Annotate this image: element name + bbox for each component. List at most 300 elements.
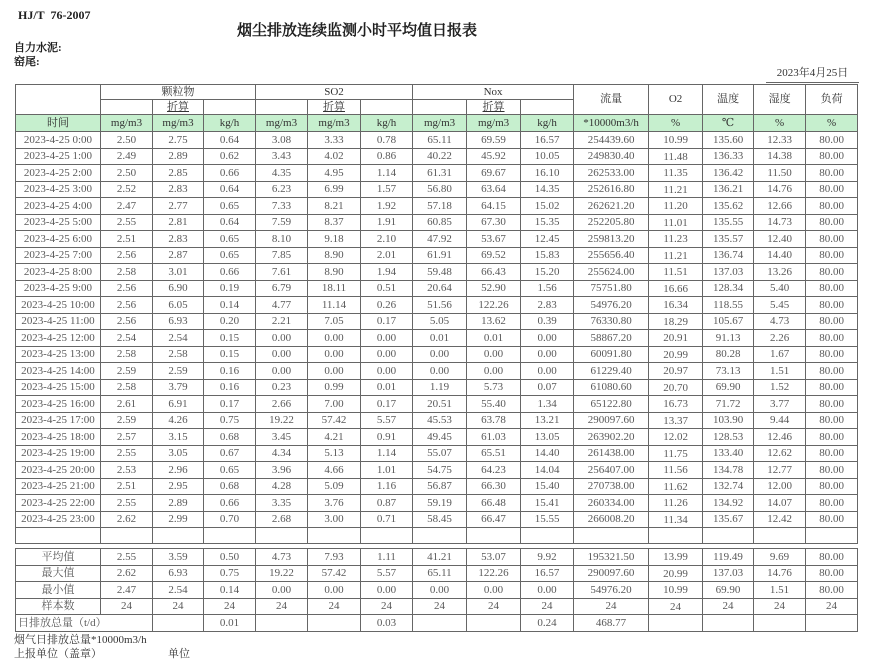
- value-cell: 1.91: [361, 214, 413, 231]
- value-cell: 56.87: [413, 478, 467, 495]
- summary-label-cell: 样本数: [16, 598, 101, 615]
- summary-value-cell: 119.49: [703, 549, 754, 566]
- value-cell: 6.93: [153, 313, 204, 330]
- value-cell: 13.26: [754, 264, 806, 281]
- table-row: [16, 429, 858, 446]
- value-cell: 58.45: [413, 511, 467, 528]
- value-cell: 0.17: [361, 313, 413, 330]
- time-cell: 2023-4-25 13:00: [16, 346, 101, 363]
- value-cell: 2.87: [153, 247, 204, 264]
- daily-total-value-cell: [308, 615, 361, 632]
- time-cell: 2023-4-25 12:00: [16, 330, 101, 347]
- value-cell: 2.66: [256, 396, 308, 413]
- value-cell: 128.53: [703, 429, 754, 446]
- table-row: [16, 396, 858, 413]
- value-cell: 0.99: [308, 379, 361, 396]
- value-cell: 10.05: [521, 148, 574, 165]
- value-cell: 0.68: [204, 429, 256, 446]
- value-cell: 16.73: [649, 396, 703, 413]
- value-cell: 3.00: [308, 511, 361, 528]
- summary-value-cell: 24: [754, 598, 806, 615]
- unit-header-cell: kg/h: [521, 115, 574, 132]
- value-cell: 136.21: [703, 181, 754, 198]
- value-cell: 8.37: [308, 214, 361, 231]
- unit-header-cell: kg/h: [361, 115, 413, 132]
- summary-value-cell: 41.21: [413, 549, 467, 566]
- summary-value-cell: 0.00: [467, 582, 521, 599]
- group-header-cell: 颗粒物: [101, 85, 256, 100]
- value-cell: 0.91: [361, 429, 413, 446]
- value-cell: 2.83: [521, 297, 574, 314]
- summary-value-cell: 24: [308, 598, 361, 615]
- value-cell: 6.91: [153, 396, 204, 413]
- summary-label-cell: 最小值: [16, 582, 101, 599]
- value-cell: 2.54: [101, 330, 153, 347]
- value-cell: 80.00: [806, 363, 858, 380]
- value-cell: 13.05: [521, 429, 574, 446]
- daily-total-value-cell: 0.03: [361, 615, 413, 632]
- value-cell: 2.95: [153, 478, 204, 495]
- summary-value-cell: 2.54: [153, 582, 204, 599]
- summary-value-cell: 195321.50: [574, 549, 649, 566]
- time-cell: 2023-4-25 21:00: [16, 478, 101, 495]
- value-cell: 0.00: [467, 363, 521, 380]
- value-cell: 2.56: [101, 247, 153, 264]
- value-cell: 0.07: [521, 379, 574, 396]
- summary-value-cell: 24: [101, 598, 153, 615]
- value-cell: 134.92: [703, 495, 754, 512]
- value-cell: 0.23: [256, 379, 308, 396]
- value-cell: 12.45: [521, 231, 574, 248]
- value-cell: 11.20: [649, 198, 703, 215]
- summary-value-cell: 2.55: [101, 549, 153, 566]
- header-group-row: [16, 85, 858, 100]
- spacer-cell: [413, 528, 467, 544]
- value-cell: 136.42: [703, 165, 754, 182]
- daily-total-value-cell: [703, 615, 754, 632]
- value-cell: 0.17: [361, 396, 413, 413]
- value-cell: 262621.20: [574, 198, 649, 215]
- value-cell: 0.65: [204, 462, 256, 479]
- value-cell: 2.83: [153, 181, 204, 198]
- value-cell: 0.00: [361, 330, 413, 347]
- value-cell: 1.19: [413, 379, 467, 396]
- blank-subheader-cell: [101, 100, 153, 115]
- monitoring-data-table: [15, 84, 858, 544]
- value-cell: 80.00: [806, 313, 858, 330]
- time-cell: 2023-4-25 3:00: [16, 181, 101, 198]
- summary-value-cell: 20.99: [649, 565, 703, 582]
- time-cell: 2023-4-25 17:00: [16, 412, 101, 429]
- value-cell: 2.50: [101, 132, 153, 149]
- value-cell: 2.85: [153, 165, 204, 182]
- value-cell: 0.14: [204, 297, 256, 314]
- value-cell: 132.74: [703, 478, 754, 495]
- summary-value-cell: 0.00: [308, 582, 361, 599]
- summary-value-cell: 6.93: [153, 565, 204, 582]
- unit-header-cell: mg/m3: [153, 115, 204, 132]
- value-cell: 0.66: [204, 165, 256, 182]
- summary-value-cell: 1.51: [754, 582, 806, 599]
- value-cell: 65.51: [467, 445, 521, 462]
- value-cell: 135.62: [703, 198, 754, 215]
- table-row: [16, 198, 858, 215]
- value-cell: 11.35: [649, 165, 703, 182]
- value-cell: 2.56: [101, 313, 153, 330]
- value-cell: 4.26: [153, 412, 204, 429]
- value-cell: 12.33: [754, 132, 806, 149]
- report-org-label: 上报单位（盖章）: [14, 648, 102, 660]
- value-cell: 53.67: [467, 231, 521, 248]
- page-title: 烟尘排放连续监测小时平均值日报表: [236, 23, 477, 39]
- summary-value-cell: 2.62: [101, 565, 153, 582]
- value-cell: 135.60: [703, 132, 754, 149]
- summary-value-cell: 80.00: [806, 582, 858, 599]
- summary-row: [16, 598, 858, 615]
- summary-value-cell: 9.92: [521, 549, 574, 566]
- time-cell: 2023-4-25 1:00: [16, 148, 101, 165]
- spacer-cell: [256, 528, 308, 544]
- value-cell: 11.56: [649, 462, 703, 479]
- spacer-cell: [16, 528, 101, 544]
- value-cell: 16.57: [521, 132, 574, 149]
- value-cell: 0.86: [361, 148, 413, 165]
- value-cell: 8.90: [308, 247, 361, 264]
- value-cell: 16.10: [521, 165, 574, 182]
- value-cell: 59.48: [413, 264, 467, 281]
- table-row: [16, 165, 858, 182]
- value-cell: 262533.00: [574, 165, 649, 182]
- value-cell: 14.40: [521, 445, 574, 462]
- summary-value-cell: 10.99: [649, 582, 703, 599]
- value-cell: 6.05: [153, 297, 204, 314]
- value-cell: 51.56: [413, 297, 467, 314]
- spacer-cell: [204, 528, 256, 544]
- value-cell: 0.66: [204, 495, 256, 512]
- unit-header-cell: mg/m3: [256, 115, 308, 132]
- table-row: [16, 462, 858, 479]
- value-cell: 6.79: [256, 280, 308, 297]
- value-cell: 2.59: [101, 412, 153, 429]
- time-cell: 2023-4-25 22:00: [16, 495, 101, 512]
- spacer-row: [16, 528, 858, 544]
- value-cell: 69.67: [467, 165, 521, 182]
- summary-value-cell: 0.75: [204, 565, 256, 582]
- value-cell: 49.45: [413, 429, 467, 446]
- value-cell: 80.00: [806, 478, 858, 495]
- value-cell: 4.66: [308, 462, 361, 479]
- value-cell: 14.73: [754, 214, 806, 231]
- value-cell: 20.97: [649, 363, 703, 380]
- value-cell: 3.79: [153, 379, 204, 396]
- unit-header-cell: ℃: [703, 115, 754, 132]
- summary-value-cell: 24: [256, 598, 308, 615]
- value-cell: 11.34: [649, 511, 703, 528]
- summary-value-cell: 24: [153, 598, 204, 615]
- value-cell: 2.53: [101, 462, 153, 479]
- value-cell: 12.77: [754, 462, 806, 479]
- standard-code: HJ/T 76-2007: [18, 8, 91, 22]
- blank-subheader-cell: [521, 100, 574, 115]
- summary-value-cell: 24: [649, 598, 703, 615]
- value-cell: 8.90: [308, 264, 361, 281]
- value-cell: 14.38: [754, 148, 806, 165]
- daily-total-row: [16, 615, 858, 632]
- value-cell: 55.07: [413, 445, 467, 462]
- value-cell: 80.00: [806, 198, 858, 215]
- group-header-cell: SO2: [256, 85, 413, 100]
- spacer-cell: [703, 528, 754, 544]
- value-cell: 59.19: [413, 495, 467, 512]
- table-row: [16, 445, 858, 462]
- value-cell: 4.95: [308, 165, 361, 182]
- value-cell: 0.00: [521, 363, 574, 380]
- spacer-cell: [467, 528, 521, 544]
- value-cell: 61.03: [467, 429, 521, 446]
- value-cell: 9.44: [754, 412, 806, 429]
- value-cell: 260334.00: [574, 495, 649, 512]
- value-cell: 55.40: [467, 396, 521, 413]
- table-row: [16, 330, 858, 347]
- table-row: [16, 181, 858, 198]
- value-cell: 2.89: [153, 495, 204, 512]
- value-cell: 57.42: [308, 412, 361, 429]
- value-cell: 0.15: [204, 330, 256, 347]
- spacer-cell: [521, 528, 574, 544]
- value-cell: 80.00: [806, 280, 858, 297]
- table-row: [16, 412, 858, 429]
- value-cell: 14.04: [521, 462, 574, 479]
- value-cell: 12.46: [754, 429, 806, 446]
- value-cell: 12.62: [754, 445, 806, 462]
- summary-value-cell: 57.42: [308, 565, 361, 582]
- value-cell: 1.51: [754, 363, 806, 380]
- value-cell: 2.01: [361, 247, 413, 264]
- value-cell: 0.00: [467, 346, 521, 363]
- value-cell: 15.02: [521, 198, 574, 215]
- table-row: [16, 247, 858, 264]
- value-cell: 135.67: [703, 511, 754, 528]
- value-cell: 0.00: [361, 346, 413, 363]
- value-cell: 1.67: [754, 346, 806, 363]
- value-cell: 11.23: [649, 231, 703, 248]
- time-cell: 2023-4-25 16:00: [16, 396, 101, 413]
- time-cell: 2023-4-25 20:00: [16, 462, 101, 479]
- summary-value-cell: 4.73: [256, 549, 308, 566]
- column-header-cell: 负荷: [806, 85, 858, 115]
- value-cell: 64.15: [467, 198, 521, 215]
- table-row: [16, 280, 858, 297]
- value-cell: 1.16: [361, 478, 413, 495]
- value-cell: 2.51: [101, 231, 153, 248]
- blank-subheader-cell: [204, 100, 256, 115]
- value-cell: 263902.20: [574, 429, 649, 446]
- daily-total-value-cell: [806, 615, 858, 632]
- value-cell: 61.91: [413, 247, 467, 264]
- value-cell: 5.09: [308, 478, 361, 495]
- value-cell: 5.40: [754, 280, 806, 297]
- value-cell: 0.17: [204, 396, 256, 413]
- unit-header-cell: mg/m3: [413, 115, 467, 132]
- value-cell: 12.00: [754, 478, 806, 495]
- time-cell: 2023-4-25 6:00: [16, 231, 101, 248]
- value-cell: 134.78: [703, 462, 754, 479]
- value-cell: 3.76: [308, 495, 361, 512]
- time-cell: 2023-4-25 10:00: [16, 297, 101, 314]
- summary-value-cell: 0.50: [204, 549, 256, 566]
- blank-subheader-cell: [413, 100, 467, 115]
- value-cell: 64.23: [467, 462, 521, 479]
- value-cell: 5.13: [308, 445, 361, 462]
- summary-value-cell: 9.69: [754, 549, 806, 566]
- company-label: 自力水泥:: [14, 42, 62, 54]
- value-cell: 2.58: [101, 264, 153, 281]
- value-cell: 80.00: [806, 445, 858, 462]
- column-header-cell: O2: [649, 85, 703, 115]
- value-cell: 118.55: [703, 297, 754, 314]
- value-cell: 0.00: [256, 346, 308, 363]
- value-cell: 2.54: [153, 330, 204, 347]
- value-cell: 15.35: [521, 214, 574, 231]
- summary-value-cell: 0.14: [204, 582, 256, 599]
- value-cell: 256407.00: [574, 462, 649, 479]
- value-cell: 80.00: [806, 181, 858, 198]
- value-cell: 136.33: [703, 148, 754, 165]
- summary-row: [16, 565, 858, 582]
- value-cell: 4.73: [754, 313, 806, 330]
- value-cell: 9.18: [308, 231, 361, 248]
- unit-header-cell: %: [806, 115, 858, 132]
- flow-total-note: 烟气日排放总量*10000m3/h: [14, 634, 147, 646]
- value-cell: 12.66: [754, 198, 806, 215]
- value-cell: 0.64: [204, 214, 256, 231]
- unit-header-cell: mg/m3: [308, 115, 361, 132]
- value-cell: 0.00: [413, 363, 467, 380]
- corner-cell: [16, 85, 101, 115]
- value-cell: 2.96: [153, 462, 204, 479]
- value-cell: 0.00: [308, 346, 361, 363]
- value-cell: 2.61: [101, 396, 153, 413]
- value-cell: 2.56: [101, 297, 153, 314]
- spacer-cell: [101, 528, 153, 544]
- value-cell: 103.90: [703, 412, 754, 429]
- value-cell: 0.51: [361, 280, 413, 297]
- summary-value-cell: 0.00: [521, 582, 574, 599]
- value-cell: 0.66: [204, 264, 256, 281]
- value-cell: 91.13: [703, 330, 754, 347]
- time-cell: 2023-4-25 19:00: [16, 445, 101, 462]
- value-cell: 2.59: [101, 363, 153, 380]
- value-cell: 2.55: [101, 495, 153, 512]
- value-cell: 136.74: [703, 247, 754, 264]
- value-cell: 69.59: [467, 132, 521, 149]
- value-cell: 3.45: [256, 429, 308, 446]
- daily-total-value-cell: [754, 615, 806, 632]
- value-cell: 40.22: [413, 148, 467, 165]
- value-cell: 80.00: [806, 165, 858, 182]
- value-cell: 80.00: [806, 330, 858, 347]
- value-cell: 0.01: [361, 379, 413, 396]
- summary-value-cell: 2.47: [101, 582, 153, 599]
- value-cell: 18.29: [649, 313, 703, 330]
- summary-value-cell: 80.00: [806, 565, 858, 582]
- value-cell: 0.01: [467, 330, 521, 347]
- value-cell: 2.10: [361, 231, 413, 248]
- summary-value-cell: 65.11: [413, 565, 467, 582]
- column-header-cell: 流量: [574, 85, 649, 115]
- value-cell: 7.85: [256, 247, 308, 264]
- value-cell: 7.00: [308, 396, 361, 413]
- value-cell: 1.57: [361, 181, 413, 198]
- value-cell: 11.48: [649, 148, 703, 165]
- blank-subheader-cell: [361, 100, 413, 115]
- daily-total-label-cell: 日排放总量（t/d）: [16, 615, 153, 632]
- value-cell: 63.78: [467, 412, 521, 429]
- value-cell: 3.15: [153, 429, 204, 446]
- value-cell: 4.34: [256, 445, 308, 462]
- spacer-cell: [754, 528, 806, 544]
- daily-total-value-cell: [413, 615, 467, 632]
- value-cell: 54.75: [413, 462, 467, 479]
- value-cell: 5.45: [754, 297, 806, 314]
- value-cell: 2.81: [153, 214, 204, 231]
- value-cell: 18.11: [308, 280, 361, 297]
- blank-subheader-cell: [256, 100, 308, 115]
- report-date: 2023年4月25日: [766, 64, 859, 83]
- table-row: [16, 495, 858, 512]
- value-cell: 128.34: [703, 280, 754, 297]
- value-cell: 11.21: [649, 247, 703, 264]
- summary-value-cell: 0.00: [413, 582, 467, 599]
- value-cell: 56.80: [413, 181, 467, 198]
- value-cell: 16.34: [649, 297, 703, 314]
- summary-label-cell: 平均值: [16, 549, 101, 566]
- value-cell: 3.35: [256, 495, 308, 512]
- value-cell: 12.42: [754, 511, 806, 528]
- value-cell: 0.62: [204, 148, 256, 165]
- value-cell: 1.14: [361, 445, 413, 462]
- value-cell: 0.65: [204, 247, 256, 264]
- table-row: [16, 478, 858, 495]
- value-cell: 0.71: [361, 511, 413, 528]
- unit-header-cell: *10000m3/h: [574, 115, 649, 132]
- value-cell: 4.28: [256, 478, 308, 495]
- unit-header-cell: kg/h: [204, 115, 256, 132]
- time-cell: 2023-4-25 2:00: [16, 165, 101, 182]
- summary-table: [15, 548, 858, 632]
- header-units-row: [16, 115, 858, 132]
- summary-value-cell: 7.93: [308, 549, 361, 566]
- value-cell: 13.62: [467, 313, 521, 330]
- value-cell: 16.66: [649, 280, 703, 297]
- value-cell: 15.83: [521, 247, 574, 264]
- time-cell: 2023-4-25 4:00: [16, 198, 101, 215]
- summary-value-cell: 24: [467, 598, 521, 615]
- spacer-cell: [649, 528, 703, 544]
- summary-value-cell: 24: [361, 598, 413, 615]
- value-cell: 71.72: [703, 396, 754, 413]
- daily-total-value-cell: [649, 615, 703, 632]
- converted-header-cell: 折算: [467, 100, 521, 115]
- time-cell: 2023-4-25 15:00: [16, 379, 101, 396]
- summary-label-cell: 最大值: [16, 565, 101, 582]
- value-cell: 80.00: [806, 379, 858, 396]
- value-cell: 2.52: [101, 181, 153, 198]
- value-cell: 2.83: [153, 231, 204, 248]
- value-cell: 3.01: [153, 264, 204, 281]
- value-cell: 80.00: [806, 214, 858, 231]
- value-cell: 80.00: [806, 511, 858, 528]
